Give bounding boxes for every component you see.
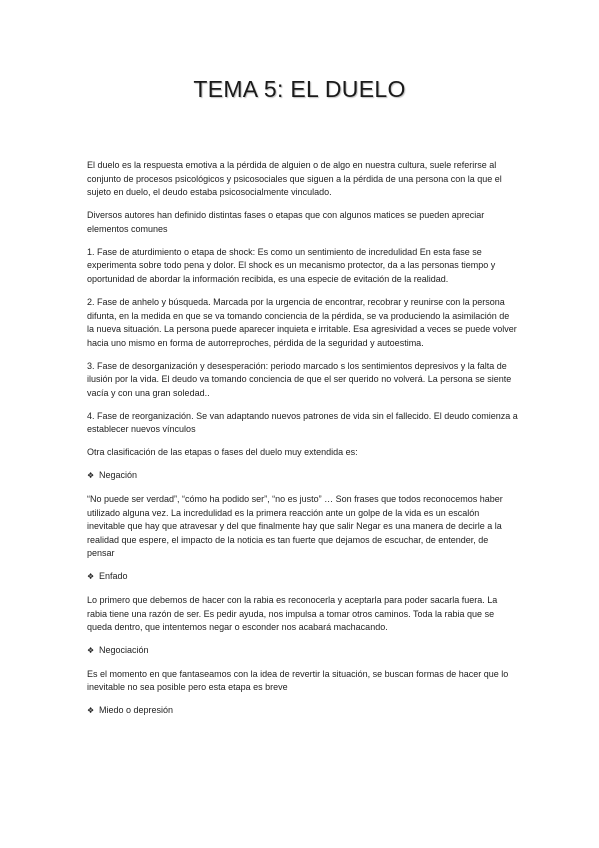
paragraph: Diversos autores han definido distintas fases o etapas que con algunos matices se pueden apreciar elementos comunes (87, 210, 485, 234)
paragraph: Es el momento en que fantaseamos con la idea de revertir la situación, se buscan formas de hacer que lo inevitable no sea posible pero esta etapa es breve (87, 668, 509, 693)
bullet-diamond-icon: ❖ (87, 572, 95, 582)
bullet-diamond-icon: ❖ (87, 471, 95, 481)
bullet-heading-text: Miedo o depresión (99, 705, 174, 716)
document-body (87, 159, 518, 728)
paragraph: Lo primero que debemos de hacer con la rabia es reconocerla y aceptarla para poder sacarla fuera. La rabia tiene una razón de ser. Es pedir ayuda, nos impulsa a tomar otros caminos. Toda la rabia que se queda dentro, que intentemos negar o esconder nos acabará machacando. (87, 594, 498, 633)
bullet-diamond-icon: ❖ (87, 706, 95, 716)
paragraph: 4. Fase de reorganización. Se van adaptando nuevos patrones de vida sin el fallecido. El deudo comienza a establecer nuevos vínculos (87, 410, 518, 435)
paragraph: Otra clasificación de las etapas o fases del duelo muy extendida es: (87, 447, 358, 458)
paragraph: 2. Fase de anhelo y búsqueda. Marcada por la urgencia de encontrar, recobrar y reunirse con la persona difunta, en la medida en que se va tomando conciencia de la pérdida, se va produciendo la asimilación de la nueva situación. La persona puede aparecer inquieta e irritable. Esa agresividad a veces se puede volver hacia uno mismo en forma de autorreproches, pérdida de la seguridad y autoestima. (87, 296, 517, 348)
paragraph: “No puede ser verdad”, “cómo ha podido ser”, “no es justo” … Son frases que todos reconocemos haber utilizado alguna vez. La incredulidad es la primera reacción ante un golpe de la vida es un escalón inevitable que hay que atravesar y del que finalmente hay que salir Negar es una manera de decirle a la realidad que espere, el impacto de la noticia es tan fuerte que dejamos de escuchar, de entender, de pensar (87, 494, 503, 559)
bullet-heading (87, 570, 518, 584)
bullet-heading-text: Negociación (99, 645, 149, 656)
bullet-heading (87, 469, 518, 483)
paragraph: 1. Fase de aturdimiento o etapa de shock: Es como un sentimiento de incredulidad En esta fase se experimenta sobre todo pena y dolor. El shock es un mecanismo protector, da a las personas tiempo y oportunidad de abordar la información recibida, es una especie de evitación de la realidad. (87, 246, 496, 284)
bullet-heading (87, 644, 518, 658)
paragraph: 3. Fase de desorganización y desesperación: periodo marcado s los sentimientos depresivos y la falta de ilusión por la vida. El deudo va tomando conciencia de que el ser querido no volverá. La persona se siente vacía y con una gran soledad.. (87, 360, 512, 398)
bullet-heading-text: Negación (99, 470, 138, 481)
paragraph: El duelo es la respuesta emotiva a la pérdida de alguien o de algo en nuestra cultura, suele referirse al conjunto de procesos psicológicos y psicosociales que siguen a la pérdida de una persona con la que el sujeto en duelo, el deudo estaba psicosocialmente vinculado. (87, 160, 502, 198)
bullet-heading (87, 704, 518, 718)
page-title: TEMA 5: EL DUELO (193, 76, 406, 102)
bullet-diamond-icon: ❖ (87, 646, 95, 656)
bullet-heading-text: Enfado (99, 571, 128, 582)
